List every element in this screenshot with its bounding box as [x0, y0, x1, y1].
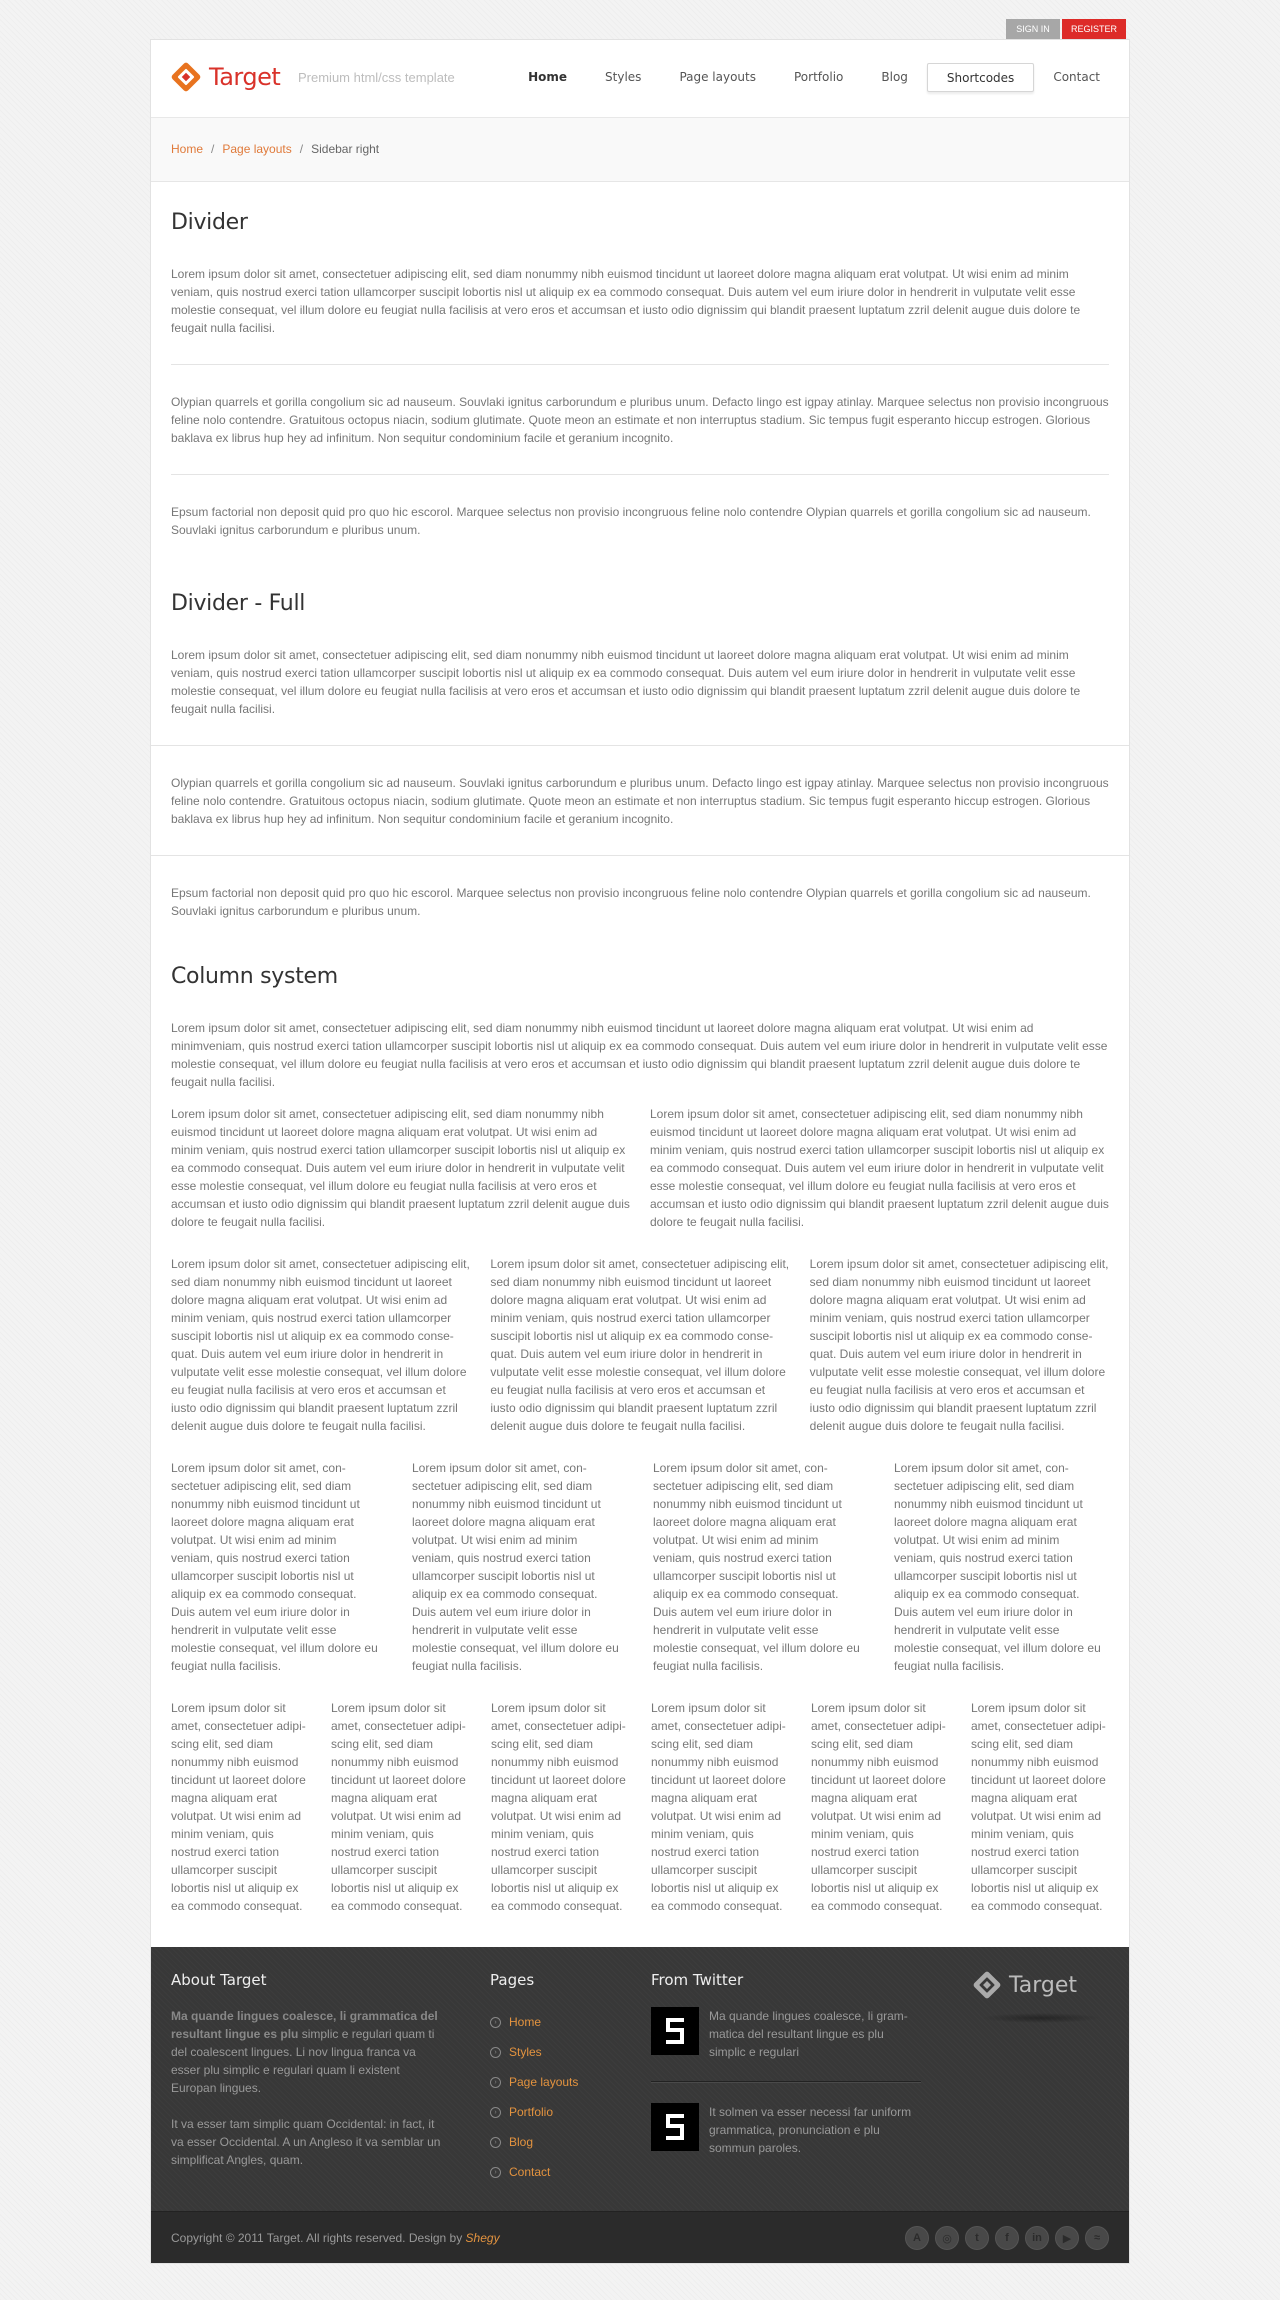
- site-footer: [151, 1947, 1129, 2211]
- footer-link-blog[interactable]: Blog: [509, 2135, 534, 2149]
- divider: [171, 364, 1109, 365]
- account-links: [1006, 19, 1126, 39]
- column-text: Lorem ipsum dolor sit amet, consectetuer adipiscing elit, sed diam nonummy nibh euismod tincidunt ut laoreet dolore magna aliquam erat volutpat. Ut wisi enim ad minim veniam, quis nostrud exerci tation ullamcorper suscipit lobortis nisl ut aliquip ex ea commodo consequat. Duis autem vel eum iriure dolor in hendrerit in vulputate velit esse molestie consequat, vel illum dolore eu feugiat nulla facilisis at vero eros et accumsan et iusto odio dignissim qui blandit praesent luptatum zzril delenit augue duis dolore te feugait nulla facilisi.: [171, 1107, 630, 1229]
- paragraph: Olypian quarrels et gorilla congolium sic ad nauseum. Souvlaki ignitus carborundum e pluribus unum. Defacto lingo est igpay atinlay. Marquee selectus non provisio incongruous feline nolo contendre. Gratuitous octopus niacin, sodium glutimate. Quote meon an estimate et non interruptus stadium. Sic tempus fugit esperanto hiccup estrogen. Glorious baklava ex librus hup hey ad infinitum. Non sequitur condominium facile et geranium incognito.: [171, 776, 1109, 826]
- avatar[interactable]: [651, 2103, 699, 2151]
- footer-link-contact[interactable]: Contact: [509, 2165, 551, 2179]
- social-icons: [905, 2226, 1109, 2250]
- avatar[interactable]: [651, 2007, 699, 2055]
- footer-twitter-title: From Twitter: [651, 1971, 744, 1989]
- column-text: Lorem ipsum dolor sit amet, con-sectetuer adipiscing elit, sed diam nonummy nibh euismod tincidunt ut laoreet dolore magna aliquam erat volutpat. Ut wisi enim ad minim veniam, quis nostrud exerci tation ullamcorper suscipit lobortis nisl ut aliquip ex ea commodo consequat. Duis autem vel eum iriure dolor in hendrerit in vulputate velit esse molestie consequat, vel illum dolore eu feugiat nulla facilisis.: [894, 1461, 1101, 1673]
- breadcrumb-separator: /: [211, 142, 215, 156]
- dribbble-icon[interactable]: ◎: [935, 2226, 959, 2250]
- three-column-row: [171, 1255, 1109, 1435]
- linkedin-icon[interactable]: in: [1025, 2226, 1049, 2250]
- register-button[interactable]: REGISTER: [1062, 19, 1126, 39]
- footer-twitter: [651, 1971, 921, 2157]
- footer-about-rest: simplic e regulari quam ti del coalescent lingues. Li nov lingua franca va esser plu simplic e regulari quam li existent Europan lingues.: [171, 2027, 435, 2095]
- footer-link-styles[interactable]: Styles: [509, 2045, 542, 2059]
- divider-full: [151, 855, 1129, 856]
- footer-logo: [973, 1971, 1077, 1999]
- column-text: Lorem ipsum dolor sit amet, consectetuer adipiscing elit, sed diam nonummy nibh euismod tincidunt ut laoreet dolore magna aliquam erat volutpat. Ut wisi enim ad minim veniam, quis nostrud exerci tation ullamcorper suscipit lobortis nisl ut aliquip ex ea commodo consequat. Duis autem vel eum iriure dolor in hendrerit in vulputate velit esse molestie consequat, vel illum dolore eu feugiat nulla facilisis at vero eros et accumsan et iusto odio dignissim qui blandit praesent luptatum zzril delenit augue duis dolore te feugait nulla facilisi.: [650, 1107, 1109, 1229]
- chevron-right-icon: ›: [490, 2017, 501, 2028]
- paragraph: Epsum factorial non deposit quid pro quo hic escorol. Marquee selectus non provisio incongruous feline nolo contendre Olypian quarrels et gorilla congolium sic ad nauseum. Souvlaki ignitus carborundum e pluribus unum.: [171, 505, 1091, 537]
- page-container: [150, 39, 1130, 2264]
- nav-shortcodes[interactable]: Shortcodes: [927, 63, 1034, 92]
- chevron-right-icon: ›: [490, 2077, 501, 2088]
- target-logo-icon: [973, 1971, 1001, 1999]
- divider-heading: Divider: [171, 210, 248, 235]
- nav-contact[interactable]: Contact: [1053, 70, 1100, 84]
- nav-portfolio[interactable]: Portfolio: [794, 70, 844, 84]
- sign-in-button[interactable]: SIGN IN: [1006, 19, 1060, 39]
- main-content: [151, 182, 1129, 1915]
- site-tagline: Premium html/css template: [298, 70, 455, 85]
- footer-link-page-layouts[interactable]: Page layouts: [509, 2075, 579, 2089]
- footer-link-portfolio[interactable]: Portfolio: [509, 2105, 554, 2119]
- breadcrumb-separator: /: [299, 142, 304, 156]
- breadcrumb-current: Sidebar right: [311, 142, 380, 156]
- footer-about-text-2: It va esser tam simplic quam Occidental: in fact, it va esser Occidental. A un Angleso it va semblar un simplificat Angles, quam.: [171, 2117, 441, 2167]
- copyright: [171, 2231, 500, 2245]
- column-text: Lorem ipsum dolor sit amet, consectetuer adipi-scing elit, sed diam nonummy nibh euismod tincidunt ut laoreet dolore magna aliquam erat volutpat. Ut wisi enim ad minim veniam, quis nostrud exerci tation ullamcorper suscipit lobortis nisl ut aliquip ex ea commodo consequat.: [971, 1701, 1106, 1913]
- column-text: Lorem ipsum dolor sit amet, consectetuer adipi-scing elit, sed diam nonummy nibh euismod tincidunt ut laoreet dolore magna aliquam erat volutpat. Ut wisi enim ad minim veniam, quis nostrud exerci tation ullamcorper suscipit lobortis nisl ut aliquip ex ea commodo consequat.: [331, 1701, 466, 1913]
- chevron-right-icon: ›: [490, 2137, 501, 2148]
- column-text: Lorem ipsum dolor sit amet, consectetuer adipiscing elit, sed diam nonummy nibh euismod tincidunt ut laoreet dolore magna aliquam erat volutpat. Ut wisi enim ad minim veniam, quis nostrud exerci tation ullamcorper suscipit lobortis nisl ut aliquip ex ea commodo conse-quat. Duis autem vel eum iriure dolor in hendrerit in vulputate velit esse molestie consequat, vel illum dolore eu feugiat nulla facilisis at vero eros et accumsan et iusto odio dignissim qui blandit praesent luptatum zzril delenit augue duis dolore te feugait nulla facilisi.: [171, 1257, 470, 1433]
- column-text: Lorem ipsum dolor sit amet, consectetuer adipi-scing elit, sed diam nonummy nibh euismod tincidunt ut laoreet dolore magna aliquam erat volutpat. Ut wisi enim ad minim veniam, quis nostrud exerci tation ullamcorper suscipit lobortis nisl ut aliquip ex ea commodo consequat.: [171, 1701, 306, 1913]
- six-column-row: [171, 1699, 1109, 1915]
- column-text: Lorem ipsum dolor sit amet, consectetuer adipiscing elit, sed diam nonummy nibh euismod tincidunt ut laoreet dolore magna aliquam erat volutpat. Ut wisi enim ad minim veniam, quis nostrud exerci tation ullamcorper suscipit lobortis nisl ut aliquip ex ea commodo conse-quat. Duis autem vel eum iriure dolor in hendrerit in vulputate velit esse molestie consequat, vel illum dolore eu feugiat nulla facilisis at vero eros et accumsan et iusto odio dignissim qui blandit praesent luptatum zzril delenit augue duis dolore te feugait nulla facilisi.: [490, 1257, 790, 1433]
- twitter-icon[interactable]: t: [965, 2226, 989, 2250]
- divider-full-heading: Divider - Full: [171, 591, 306, 616]
- twitter-avatar-icon: [660, 2014, 690, 2048]
- paragraph: Olypian quarrels et gorilla congolium sic ad nauseum. Souvlaki ignitus carborundum e pluribus unum. Defacto lingo est igpay atinlay. Marquee selectus non provisio incongruous feline nolo contendre. Gratuitous octopus niacin, sodium glutimate. Quote meon an estimate et non interruptus stadium. Sic tempus fugit esperanto hiccup estrogen. Glorious baklava ex librus hup hey ad infinitum. Non sequitur condominium facile et geranium incognito.: [171, 395, 1109, 445]
- breadcrumb-home[interactable]: Home: [171, 142, 204, 156]
- tweet: [651, 2007, 921, 2061]
- social-icon[interactable]: A: [905, 2226, 929, 2250]
- footer-about-title: About Target: [171, 1971, 267, 1989]
- two-column-row: [171, 1105, 1109, 1231]
- column-text: Lorem ipsum dolor sit amet, consectetuer adipi-scing elit, sed diam nonummy nibh euismod tincidunt ut laoreet dolore magna aliquam erat volutpat. Ut wisi enim ad minim veniam, quis nostrud exerci tation ullamcorper suscipit lobortis nisl ut aliquip ex ea commodo consequat.: [651, 1701, 786, 1913]
- nav-blog[interactable]: Blog: [881, 70, 908, 84]
- footer-page-link[interactable]: [490, 2157, 630, 2187]
- column-text: Lorem ipsum dolor sit amet, con-sectetuer adipiscing elit, sed diam nonummy nibh euismod tincidunt ut laoreet dolore magna aliquam erat volutpat. Ut wisi enim ad minim veniam, quis nostrud exerci tation ullamcorper suscipit lobortis nisl ut aliquip ex ea commodo consequat. Duis autem vel eum iriure dolor in hendrerit in vulputate velit esse molestie consequat, vel illum dolore eu feugiat nulla facilisis.: [412, 1461, 619, 1673]
- footer-about-bold: Ma quande lingues coalesce, li grammatica del resultant lingue es plu: [171, 2009, 438, 2041]
- breadcrumb-page-layouts[interactable]: Page layouts: [222, 142, 292, 156]
- site-header: [151, 40, 1129, 118]
- chevron-right-icon: ›: [490, 2107, 501, 2118]
- copyright-text: Copyright © 2011 Target. All rights reserved. Design by: [171, 2231, 466, 2245]
- column-text: Lorem ipsum dolor sit amet, con-sectetuer adipiscing elit, sed diam nonummy nibh euismod tincidunt ut laoreet dolore magna aliquam erat volutpat. Ut wisi enim ad minim veniam, quis nostrud exerci tation ullamcorper suscipit lobortis nisl ut aliquip ex ea commodo consequat. Duis autem vel eum iriure dolor in hendrerit in vulputate velit esse molestie consequat, vel illum dolore eu feugiat nulla facilisis.: [653, 1461, 860, 1673]
- nav-home[interactable]: Home: [528, 70, 568, 84]
- four-column-row: [171, 1459, 1109, 1675]
- divider: [171, 474, 1109, 475]
- twitter-avatar-icon: [660, 2110, 690, 2144]
- paragraph: Lorem ipsum dolor sit amet, consectetuer adipiscing elit, sed diam nonummy nibh euismod tincidunt ut laoreet dolore magna aliquam erat volutpat. Ut wisi enim ad minim veniam, quis nostrud exerci tation ullamcorper suscipit lobortis nisl ut aliquip ex ea commodo consequat. Duis autem vel eum iriure dolor in hendrerit in vulputate velit esse molestie consequat, vel illum dolore eu feugiat nulla facilisis at vero eros et accumsan et iusto odio dignissim qui blandit praesent luptatum zzril delenit augue duis dolore te feugait nulla facilisi.: [171, 648, 1081, 716]
- footer-about: [171, 1971, 446, 2169]
- target-logo-icon: [171, 62, 201, 92]
- chevron-right-icon: ›: [490, 2047, 501, 2058]
- paragraph: Lorem ipsum dolor sit amet, consectetuer adipiscing elit, sed diam nonummy nibh euismod tincidunt ut laoreet dolore magna aliquam erat volutpat. Ut wisi enim ad minimveniam, quis nostrud exerci tation ullamcorper suscipit lobortis nisl ut aliquip ex ea commodo consequat. Duis autem vel eum iriure dolor in hendrerit in vulputate velit esse molestie consequat, vel illum dolore eu feugiat nulla facilisis at vero eros et accumsan et iusto odio dignissim qui blandit praesent luptatum zzril delenit augue duis dolore te feugait nulla facilisi.: [171, 1021, 1108, 1089]
- youtube-icon[interactable]: ▶: [1055, 2226, 1079, 2250]
- footer-page-link[interactable]: [490, 2007, 630, 2037]
- breadcrumb: [151, 118, 1129, 182]
- paragraph: Epsum factorial non deposit quid pro quo hic escorol. Marquee selectus non provisio incongruous feline nolo contendre Olypian quarrels et gorilla congolium sic ad nauseum. Souvlaki ignitus carborundum e pluribus unum.: [171, 886, 1091, 918]
- nav-page-layouts[interactable]: Page layouts: [679, 70, 756, 84]
- footer-page-link[interactable]: [490, 2127, 630, 2157]
- main-nav: [509, 63, 1119, 92]
- bottom-bar: [151, 2211, 1129, 2263]
- column-text: Lorem ipsum dolor sit amet, consectetuer adipi-scing elit, sed diam nonummy nibh euismod tincidunt ut laoreet dolore magna aliquam erat volutpat. Ut wisi enim ad minim veniam, quis nostrud exerci tation ullamcorper suscipit lobortis nisl ut aliquip ex ea commodo consequat.: [491, 1701, 626, 1913]
- column-system-heading: Column system: [171, 964, 338, 989]
- column-text: Lorem ipsum dolor sit amet, consectetuer adipi-scing elit, sed diam nonummy nibh euismod tincidunt ut laoreet dolore magna aliquam erat volutpat. Ut wisi enim ad minim veniam, quis nostrud exerci tation ullamcorper suscipit lobortis nisl ut aliquip ex ea commodo consequat.: [811, 1701, 946, 1913]
- footer-about-text: [171, 2007, 446, 2097]
- tweet: [651, 2103, 921, 2157]
- footer-pages-title: Pages: [490, 1971, 535, 1989]
- tweet-text: Ma quande lingues coalesce, li gram-matica del resultant lingue es plu simplic e regulari: [709, 2009, 908, 2059]
- chevron-right-icon: ›: [490, 2167, 501, 2178]
- footer-link-home[interactable]: Home: [509, 2015, 542, 2029]
- column-text: Lorem ipsum dolor sit amet, consectetuer adipiscing elit, sed diam nonummy nibh euismod tincidunt ut laoreet dolore magna aliquam erat volutpat. Ut wisi enim ad minim veniam, quis nostrud exerci tation ullamcorper suscipit lobortis nisl ut aliquip ex ea commodo conse-quat. Duis autem vel eum iriure dolor in hendrerit in vulputate velit esse molestie consequat, vel illum dolore eu feugiat nulla facilisis at vero eros et accumsan et iusto odio dignissim qui blandit praesent luptatum zzril delenit augue duis dolore te feugait nulla facilisi.: [809, 1257, 1109, 1433]
- column-text: Lorem ipsum dolor sit amet, con-sectetuer adipiscing elit, sed diam nonummy nibh euismod tincidunt ut laoreet dolore magna aliquam erat volutpat. Ut wisi enim ad minim veniam, quis nostrud exerci tation ullamcorper suscipit lobortis nisl ut aliquip ex ea commodo consequat. Duis autem vel eum iriure dolor in hendrerit in vulputate velit esse molestie consequat, vel illum dolore eu feugiat nulla facilisis.: [171, 1461, 378, 1673]
- facebook-icon[interactable]: f: [995, 2226, 1019, 2250]
- divider-full: [151, 745, 1129, 746]
- footer-page-link[interactable]: [490, 2067, 630, 2097]
- tweet-divider: [651, 2081, 921, 2083]
- rss-icon[interactable]: ≈: [1085, 2226, 1109, 2250]
- footer-page-link[interactable]: [490, 2097, 630, 2127]
- nav-styles[interactable]: Styles: [605, 70, 642, 84]
- footer-page-link[interactable]: [490, 2037, 630, 2067]
- site-logo[interactable]: [171, 62, 280, 92]
- tweet-text: It solmen va esser necessi far uniform grammatica, pronunciation e plu sommun paroles.: [709, 2105, 912, 2155]
- logo-text: Target: [209, 63, 281, 91]
- designer-link[interactable]: Shegy: [465, 2231, 500, 2245]
- paragraph: Lorem ipsum dolor sit amet, consectetuer adipiscing elit, sed diam nonummy nibh euismod tincidunt ut laoreet dolore magna aliquam erat volutpat. Ut wisi enim ad minim veniam, quis nostrud exerci tation ullamcorper suscipit lobortis nisl ut aliquip ex ea commodo consequat. Duis autem vel eum iriure dolor in hendrerit in vulputate velit esse molestie consequat, vel illum dolore eu feugiat nulla facilisis at vero eros et accumsan et iusto odio dignissim qui blandit praesent luptatum zzril delenit augue duis dolore te feugait nulla facilisi.: [171, 267, 1081, 335]
- footer-pages: [490, 1971, 630, 2187]
- footer-logo-text: Target: [1009, 1972, 1078, 1998]
- logo-shadow: [981, 2013, 1101, 2023]
